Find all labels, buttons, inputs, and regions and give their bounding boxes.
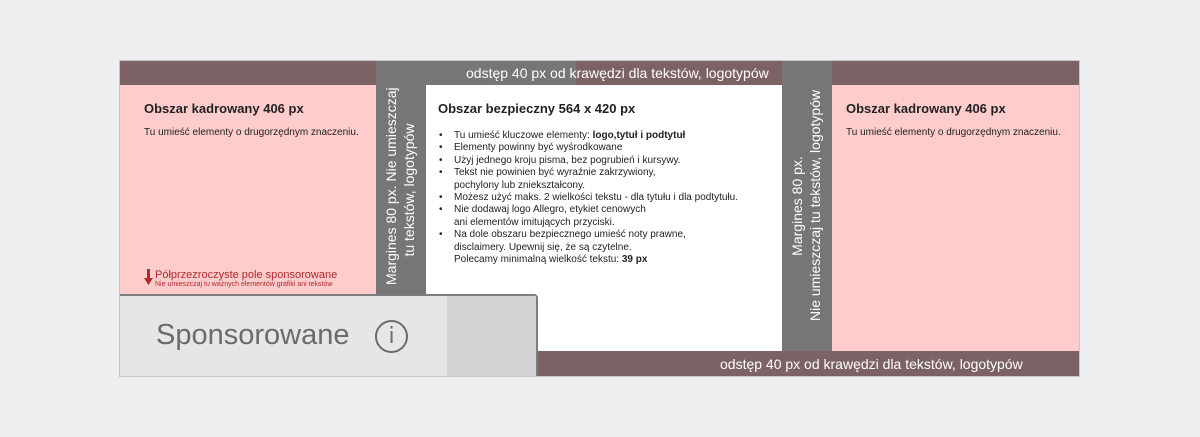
left-cropped-area — [120, 85, 376, 295]
banner-template — [119, 60, 1080, 377]
list-item: • Elementy powinny być wyśrodkowane — [438, 142, 778, 154]
right-area-description: Tu umieść elementy o drugorzędnym znaczeniu. — [846, 127, 1061, 138]
top-spacing-label: odstęp 40 px od krawędzi dla tekstów, logotypów — [466, 65, 769, 81]
left-area-title: Obszar kadrowany 406 px — [144, 101, 304, 116]
list-item: • Tekst nie powinien być wyraźnie zakrzywiony, pochylony lub zniekształcony. — [438, 167, 778, 192]
left-area-description: Tu umieść elementy o drugorzędnym znaczeniu. — [144, 127, 359, 138]
sponsored-label: Sponsorowane — [156, 319, 350, 351]
sponsor-field-label: Półprzezroczyste pole sponsorowane — [155, 269, 338, 281]
left-margin-label: Margines 80 px. Nie umieszczaj tu tekstów, logotypów — [383, 87, 417, 285]
down-arrow-icon — [144, 269, 153, 290]
info-icon: i — [375, 320, 408, 353]
list-item: • Tu umieść kluczowe elementy: logo,tytuł i podtytuł — [438, 130, 778, 142]
safe-area-title: Obszar bezpieczny 564 x 420 px — [438, 101, 636, 116]
right-margin-label: Margines 80 px. Nie umieszczaj tu tekstów, logotypów — [789, 89, 823, 321]
right-area-title: Obszar kadrowany 406 px — [846, 101, 1006, 116]
sponsored-field-shade — [447, 296, 536, 377]
list-item: • Użyj jednego kroju pisma, bez pogrubień i kursywy. — [438, 155, 778, 167]
safe-area-guidelines — [438, 130, 778, 266]
sponsor-field-note: Nie umieszczaj tu ważnych elementów grafiki ani tekstów — [155, 281, 333, 288]
right-cropped-area — [832, 85, 1079, 351]
bottom-spacing-label: odstęp 40 px od krawędzi dla tekstów, logotypów — [720, 356, 1023, 372]
list-item: • Na dole obszaru bezpiecznego umieść noty prawne, disclaimery. Upewnij się, że są czytelne. Polecamy minimalną wielkość tekstu: 39 px — [438, 229, 778, 266]
list-item: • Nie dodawaj logo Allegro, etykiet cenowych ani elementów imitujących przyciski. — [438, 204, 778, 229]
list-item: • Możesz użyć maks. 2 wielkości tekstu - dla tytułu i dla podtytułu. — [438, 192, 778, 204]
